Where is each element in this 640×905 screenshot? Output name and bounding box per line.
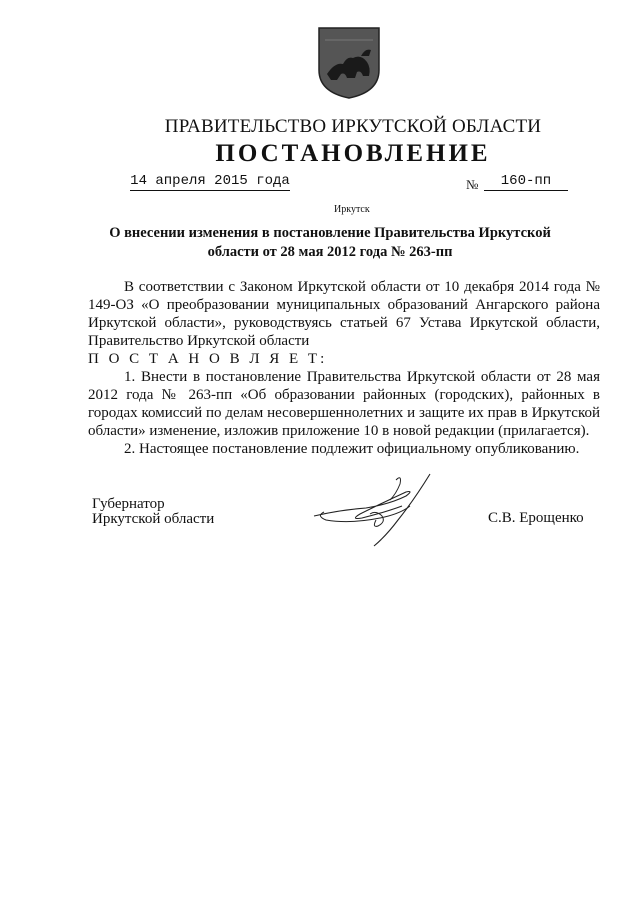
handwritten-signature-icon [310,470,440,550]
number-sign: № [466,177,479,192]
city-label: Иркутск [334,204,370,215]
coat-of-arms-icon [317,26,381,100]
position-line-2: Иркутской области [92,511,215,527]
document-type: ПОСТАНОВЛЕНИЕ [215,140,491,167]
document-heading: О внесении изменения в постановление Правительства Иркутской области от 28 мая 2012 года № 263-пп [109,225,551,260]
government-title: ПРАВИТЕЛЬСТВО ИРКУТСКОЙ ОБЛАСТИ [164,116,542,137]
decree-word: П О С Т А Н О В Л Я Е Т: [88,351,328,367]
document-body [88,278,600,458]
signatory-position [92,497,214,527]
item-2-paragraph: 2. Настоящее постановление подлежит официальному опубликованию. [124,441,580,457]
signatory-name: С.В. Ерощенко [488,510,584,526]
document-number: 160-пп [484,173,568,191]
document-date: 14 апреля 2015 года [130,173,290,189]
item-1-paragraph: 1. Внести в постановление Правительства Иркутской области от 28 мая 2012 года № 263-пп «Об образовании районных (городских), районных в городах комиссий по делам несовершеннолетних и защите их прав в Иркутской области» изменение, изложив приложение 10 в новой редакции (прилагается). [88,369,600,439]
position-line-1: Губернатор [92,496,165,512]
preamble-paragraph: В соответствии с Законом Иркутской области от 10 декабря 2014 года № 149-ОЗ «О преобразовании муниципальных образований Ангарского района Иркутской области», руководствуясь статьей 67 Устава Иркутской области, Правительство Иркутской области [88,279,600,349]
